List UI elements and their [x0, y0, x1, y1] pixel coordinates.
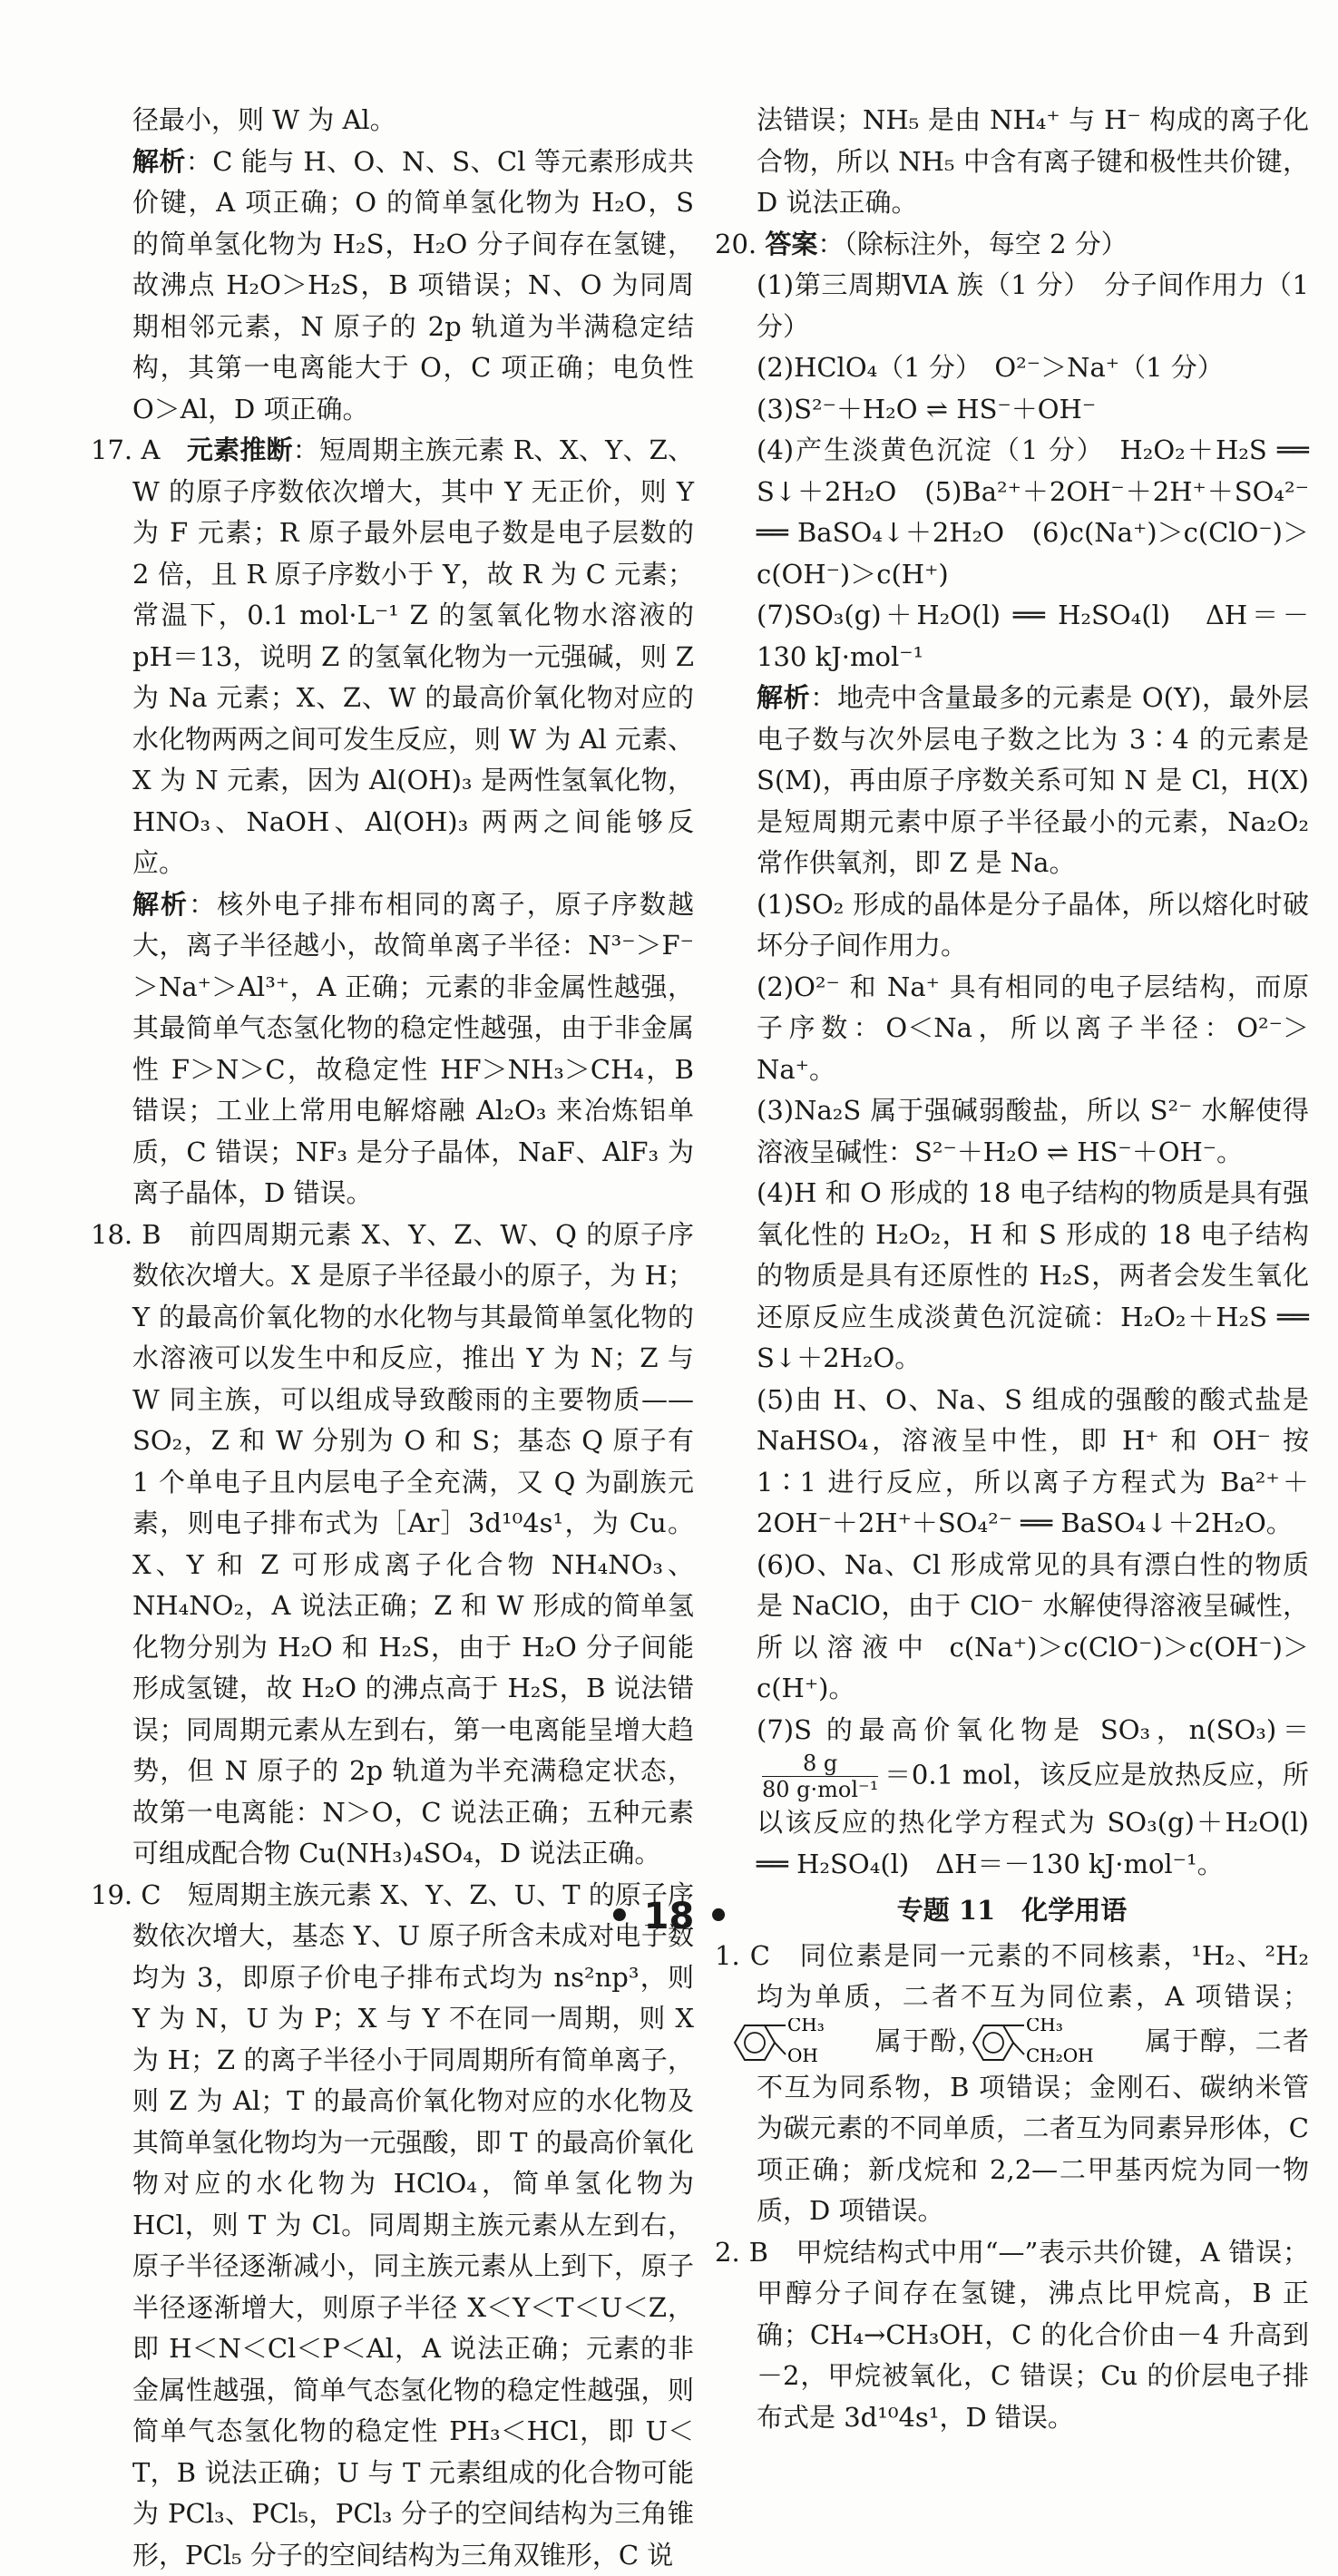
fraction — [762, 1751, 878, 1802]
question-19: 19. C 短周期主族元素 X、Y、Z、U、T 的原子序数依次增大，基态 Y、U 原子所含未成对电子数均为 3，即原子价电子排布式均为 ns²np³，则 Y 为 N，U 为 P；X 与 Y 不在同一周期，则 X 为 H；Z 的离子半径小于同周期所有简单离子，则 Z 为 Al；T 的最高价氧化物对应的水化物及其简单氢化物均为一元强酸，即 T 的最高价氧化物对应的水化物为 HClO₄，简单氢化物为 HCl，则 T 为 Cl。同周期主族元素从左到右，原子半径逐渐减小，同主族元素从上到下，原子半径逐渐增大，则原子半径 X＜Y＜T＜U＜Z，即 H＜N＜Cl＜P＜Al，A 说法正确；元素的非金属性越强，简单气态氢化物的稳定性越强，则简单气态氢化物的稳定性 PH₃＜HCl，即 U＜T，B 说法正确；U 与 T 元素组成的化合物可能为 PCl₃、PCl₅，PCl₃ 分子的空间结构为三角锥形，PCl₅ 分子的空间结构为三角双锥形，C 说 — [91, 1875, 694, 2576]
question-17 — [91, 430, 694, 884]
explain-line: (1)SO₂ 形成的晶体是分子晶体，所以熔化时破坏分子间作用力。 — [715, 884, 1309, 967]
explain-line: (4)H 和 O 形成的 18 电子结构的物质是具有强氧化性的 H₂O₂，H 和 S 形成的 18 电子结构的物质是具有还原性的 H₂S，两者会发生氧化还原反应生成淡黄色沉淀硫：H₂O₂＋H₂S ══ S↓＋2H₂O。 — [715, 1173, 1309, 1380]
fraction-numerator: 8 g — [762, 1751, 878, 1777]
analysis-label: 解析 — [132, 146, 186, 177]
text-line: 法错误；NH₅ 是由 NH₄⁺ 与 H⁻ 构成的离子化合物，所以 NH₅ 中含有离子键和极性共价键，D 说法正确。 — [715, 100, 1309, 224]
question-18: 18. B 前四周期元素 X、Y、Z、W、Q 的原子序数依次增大。X 是原子半径最小的原子，为 H；Y 的最高价氧化物的水化物与其最简单氢化物的水溶液可以发生中和反应，推出 Y 为 N；Z 与 W 同主族，可以组成导致酸雨的主要物质——SO₂，Z 和 W 分别为 O 和 S；基态 Q 原子有 1 个单电子且内层电子全充满，又 Q 为副族元素，则电子排布式为［Ar］3d¹⁰4s¹，为 Cu。X、Y 和 Z 可形成离子化合物 NH₄NO₃、NH₄NO₂，A 说法正确；Z 和 W 形成的简单氢化物分别为 H₂O 和 H₂S，由于 H₂O 分子间能形成氢键，故 H₂O 的沸点高于 H₂S，B 说法错误；同周期元素从左到右，第一电离能呈增大趋势，但 N 原子的 2p 轨道为半充满稳定状态，故第一电离能：N＞O，C 说法正确；五种元素可组成配合物 Cu(NH₃)₄SO₄，D 说法正确。 — [91, 1215, 694, 1875]
analysis-text: ：C 能与 H、O、N、S、Cl 等元素形成共价键，A 项正确；O 的简单氢化物为 H₂O，S 的简单氢化物为 H₂S，H₂O 分子间存在氢键，故沸点 H₂O＞H₂S，B 项错误；N、O 为同周期相邻元素，N 原子的 2p 轨道为半满稳定结构，其第一电离能大于 O，C 项正确；电负性 O＞Al，D 项正确。 — [132, 146, 694, 424]
right-column — [715, 100, 1309, 2438]
page-number: • 18 • — [0, 1896, 1338, 1937]
fraction-denominator: 80 g·mol⁻¹ — [762, 1777, 878, 1802]
analysis-20 — [715, 678, 1309, 884]
answer-line: (4)产生淡黄色沉淀（1 分） H₂O₂＋H₂S ══ S↓＋2H₂O (5)Ba²⁺＋2OH⁻＋2H⁺＋SO₄²⁻ ══ BaSO₄↓＋2H₂O (6)c(Na⁺)＞c(ClO⁻)＞c(OH⁻)＞c(H⁺) — [715, 430, 1309, 595]
question-number: 20. — [715, 229, 765, 259]
formula-top: CH₃ — [787, 2018, 825, 2035]
benzyl-alcohol-structure — [1002, 2018, 1128, 2067]
text: (7)S 的最高价氧化物是 SO₃，n(SO₃)＝ — [757, 1714, 1309, 1745]
answer-line: (2)HClO₄（1 分） O²⁻＞Na⁺（1 分） — [715, 347, 1309, 389]
question-20-answer — [715, 224, 1309, 266]
analysis-label: 解析 — [757, 682, 810, 713]
answer-note: ：（除标注外，每空 2 分） — [817, 229, 1127, 259]
formula-bottom: CH₂OH — [1026, 2044, 1094, 2066]
analysis-16 — [91, 141, 694, 431]
analysis-label: 解析 — [132, 889, 189, 920]
section-title: 专题 11 化学用语 — [715, 1890, 1309, 1932]
text-line: 径最小，则 W 为 Al。 — [91, 100, 694, 141]
question-text: 属于醇，二者不互为同系物，B 项错误；金刚石、碳纳米管为碳元素的不同单质，二者互为同素异形体，C 项正确；新戊烷和 2,2—二甲基丙烷为同一物质，D 项错误。 — [757, 2025, 1309, 2227]
question-number: 17. A — [91, 434, 187, 465]
inference-label: 元素推断 — [187, 434, 293, 465]
text: ＝0.1 mol，该反应是放热反应，所以该反应的热化学方程式为 SO₃(g)＋H₂O(l) ══ H₂SO₄(l) ΔH＝－130 kJ·mol⁻¹。 — [757, 1760, 1309, 1879]
explain-line: (2)O²⁻ 和 Na⁺ 具有相同的电子层结构，而原子序数：O＜Na，所以离子半径：O²⁻＞Na⁺。 — [715, 967, 1309, 1091]
question-text: 1. C 同位素是同一元素的不同核素，¹H₂、²H₂ 均为单质，二者不互为同位素，A 项错误； — [715, 1940, 1309, 2013]
answer-line: (3)S²⁻＋H₂O ⇌ HS⁻＋OH⁻ — [715, 389, 1309, 431]
question-text: ：短周期主族元素 R、X、Y、Z、W 的原子序数依次增大，其中 Y 无正价，则 Y 为 F 元素；R 原子最外层电子数是电子层数的 2 倍，且 R 原子序数小于 Y，故 R 为 C 元素；常温下，0.1 mol·L⁻¹ Z 的氢氧化物水溶液的 pH＝13，说明 Z 的氢氧化物为一元强碱，则 Z 为 Na 元素；X、Z、W 的最高价氧化物对应的水化物两两之间可发生反应，则 W 为 Al 元素、X 为 N 元素，因为 Al(OH)₃ 是两性氢氧化物，HNO₃、NaOH、Al(OH)₃ 两两之间能够反应。 — [132, 434, 694, 878]
formula-bottom: OH — [787, 2044, 818, 2066]
cresol-structure — [764, 2018, 858, 2067]
question-text: 属于酚， — [875, 2025, 985, 2056]
analysis-text: ：核外电子排布相同的离子，原子序数越大，离子半径越小，故简单离子半径：N³⁻＞F⁻＞Na⁺＞Al³⁺，A 正确；元素的非金属性越强，其最简单气态氢化物的稳定性越强，由于非金属性 F＞N＞C，故稳定性 HF＞NH₃＞CH₄，B 错误；工业上常用电解熔融 Al₂O₃ 来冶炼铝单质，C 错误；NF₃ 是分子晶体，NaF、AlF₃ 为离子晶体，D 错误。 — [132, 889, 694, 1209]
question-1 — [715, 1936, 1309, 2232]
benzene-ring-icon — [961, 2018, 1128, 2067]
explain-line: (6)O、Na、Cl 形成常见的具有漂白性的物质是 NaClO，由于 ClO⁻ 水解使得溶液呈碱性，所以溶液中 c(Na⁺)＞c(ClO⁻)＞c(OH⁻)＞c(H⁺)。 — [715, 1545, 1309, 1710]
formula-top: CH₃ — [1026, 2018, 1063, 2035]
benzene-ring-icon — [722, 2018, 858, 2067]
answer-line: (1)第三周期ⅥA 族（1 分） 分子间作用力（1 分） — [715, 265, 1309, 347]
explain-line-7 — [715, 1710, 1309, 1886]
question-2: 2. B 甲烷结构式中用“—”表示共价键，A 错误；甲醇分子间存在氢键，沸点比甲烷高，B 正确；CH₄→CH₃OH，C 的化合价由－4 升高到－2，甲烷被氧化，C 错误；Cu 的价层电子排布式是 3d¹⁰4s¹，D 错误。 — [715, 2232, 1309, 2439]
explain-line: (3)Na₂S 属于强碱弱酸盐，所以 S²⁻ 水解使得溶液呈碱性：S²⁻＋H₂O ⇌ HS⁻＋OH⁻。 — [715, 1090, 1309, 1173]
analysis-text: ：地壳中含量最多的元素是 O(Y)，最外层电子数与次外层电子数之比为 3∶4 的元素是 S(M)，再由原子序数关系可知 N 是 Cl，H(X)是短周期元素中原子半径最小的元素，Na₂O₂ 常作供氧剂，即 Z 是 Na。 — [757, 682, 1309, 878]
left-column — [91, 100, 694, 2576]
analysis-17 — [91, 884, 694, 1215]
answer-label: 答案 — [765, 229, 817, 259]
answer-line: (7)SO₃(g)＋H₂O(l) ══ H₂SO₄(l) ΔH＝－130 kJ·mol⁻¹ — [715, 595, 1309, 678]
explain-line: (5)由 H、O、Na、S 组成的强酸的酸式盐是 NaHSO₄，溶液呈中性，即 H⁺ 和 OH⁻ 按 1∶1 进行反应，所以离子方程式为 Ba²⁺＋2OH⁻＋2H⁺＋SO₄²⁻ ══ BaSO₄↓＋2H₂O。 — [715, 1380, 1309, 1545]
